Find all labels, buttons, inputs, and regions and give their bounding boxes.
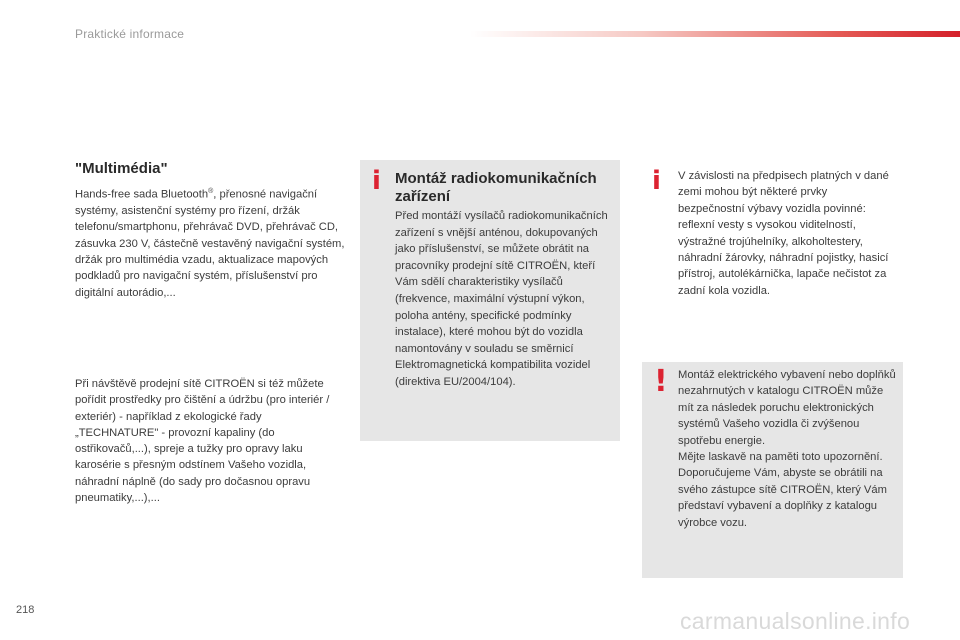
multimedia-para1-rest: , přenosné navigační systémy, asistenční systémy pro řízení, držák telefonu/smartphonu, přehrávač DVD, přehrávač CD, zásuvka 230 V, částečně vestavěný navigační systém, držák pro multimédia vzadu, aktualizace mapových podkladů pro navigační systém, příslušenství pro digitální autorádio,... (75, 188, 345, 299)
radio-box-body: Před montáží vysílačů radiokomunikačních zařízení s vnější anténou, dokupovaných jako příslušenství, se můžete obrátit na pracovníky prodejní sítě CITROËN, kteří Vám sdělí charakteristiky vysílačů (frekvence, maximální výstupní výkon, poloha antény, specifické podmínky instalace), které mohou být do vozidla namontovány v souladu se směrnicí Elektromagnetická kompatibilita vozidel (direktiva EU/2004/104). (395, 210, 608, 388)
warning-para-2: Mějte laskavě na paměti toto upozornění. Doporučujeme Vám, abyste se obrátili na svého zástupce sítě CITROËN, který Vám představí vybavení a doplňky z katalogu výrobce vozu. (678, 451, 887, 529)
safety-equipment-note (642, 160, 903, 310)
multimedia-title: "Multimédia" (75, 160, 168, 177)
header-title: Praktické informace (75, 27, 185, 41)
header-accent-bar (470, 31, 960, 37)
electrical-warning-box (642, 362, 903, 578)
multimedia-para1-start: Hands-free sada Bluetooth (75, 188, 209, 201)
page-number: 218 (16, 604, 35, 616)
multimedia-paragraph-2 (75, 376, 345, 506)
multimedia-para2-text: Při návštěvě prodejní sítě CITROËN si též můžete pořídit prostředky pro čištění a údržbu (pro interiér / exteriér) - například z ekologické řady „TECHNATURE" - provozní kapaliny (do ostřikovačů,...), spreje a tužky pro opravy laku karosérie s přesným odstínem Vašeho vozidla, náhradní náplně (do sady pro dočasnou opravu pneumatiky,...),... (75, 378, 330, 505)
warning-icon: ! (654, 364, 668, 399)
registered-mark: ® (208, 188, 214, 195)
warning-para-1: Montáž elektrického vybavení nebo doplňků nezahrnutých v katalogu CITROËN může mít za následek poruchu elektronických systémů Vašeho vozidla či zvýšenou spotřebu energie. (678, 369, 896, 447)
radio-equipment-box (360, 160, 620, 441)
radio-box-title: Montáž radiokomunikačních zařízení (395, 170, 597, 205)
watermark: carmanualsonline.info (680, 608, 911, 634)
info-icon: i (652, 166, 661, 196)
safety-note-body: V závislosti na předpisech platných v dané zemi mohou být některé prvky bezpečnostní výbavy vozidla povinné: reflexní vesty s vysokou viditelností, výstražné trojúhelníky, alkoholtestery, náhradní žárovky, náhradní pojistky, hasicí přístroj, autolékárnička, lapače nečistot za zadní kola vozidla. (678, 170, 889, 297)
info-icon: i (372, 166, 381, 196)
multimedia-paragraph-1 (75, 184, 345, 301)
warning-body (678, 367, 898, 531)
